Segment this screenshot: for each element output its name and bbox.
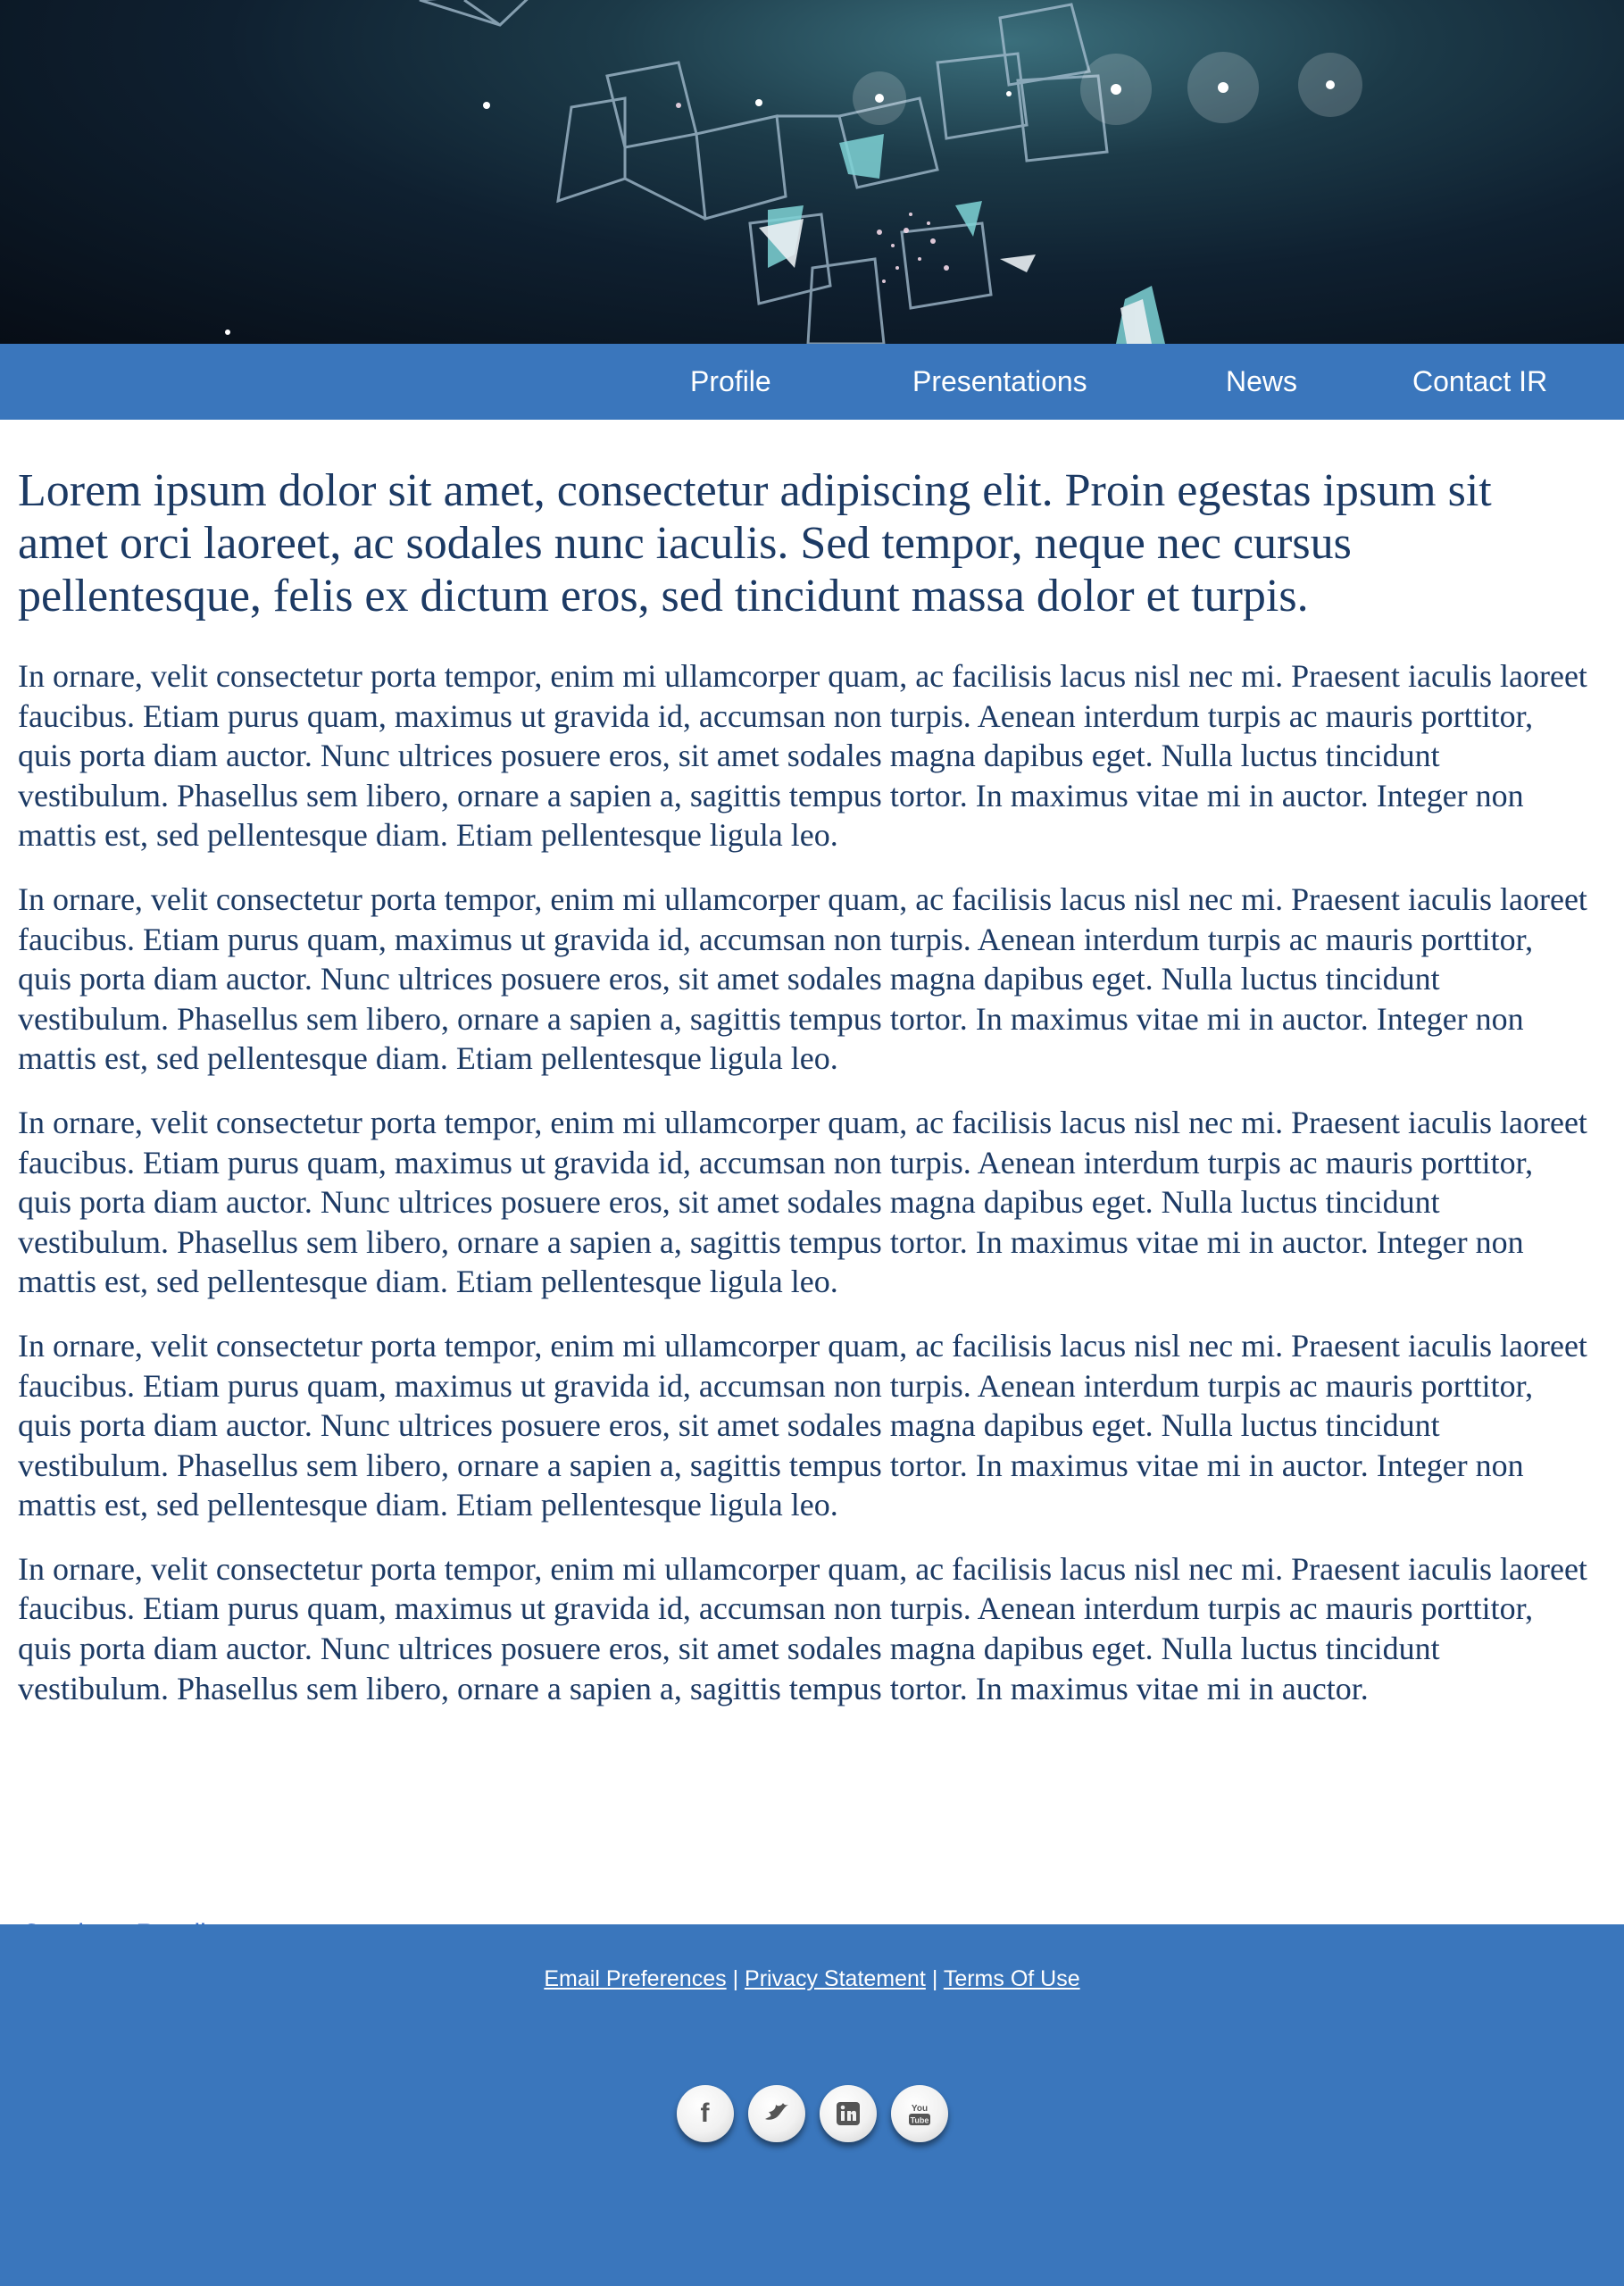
main-content [18,464,1589,1949]
svg-text:You: You [911,2104,928,2114]
twitter-icon[interactable] [748,2085,805,2142]
article-paragraph: In ornare, velit consectetur porta tempor, enim mi ullamcorper quam, ac facilisis lacus nisl nec mi. Praesent iaculis laoreet faucibus. Etiam purus quam, maximus ut gravida id, accumsan non turpis. Aenean interdum turpis ac mauris porttitor, quis porta diam auctor. Nunc ultrices posuere eros, sit amet sodales magna dapibus eget. Nulla luctus tincidunt vestibulum. Phasellus sem libero, ornare a sapien a, sagittis tempus tortor. In maximus vitae mi in auctor. Integer non mattis est, sed pellentesque diam. Etiam pellentesque ligula leo. [18,1104,1587,1300]
linkedin-icon[interactable] [820,2085,877,2142]
nav-item-news[interactable]: News [1226,365,1298,397]
privacy-statement-link[interactable]: Privacy Statement [745,1966,926,1991]
hero-banner-image [0,0,1624,344]
hero-artwork [0,0,1624,344]
terms-of-use-link[interactable]: Terms Of Use [943,1966,1080,1991]
footer-links [0,1966,1624,1992]
social-links [0,2085,1624,2142]
youtube-icon[interactable] [891,2085,948,2142]
footer-separator: | [931,1966,938,1991]
facebook-icon[interactable]: f [677,2085,734,2142]
article-paragraph: In ornare, velit consectetur porta tempor, enim mi ullamcorper quam, ac facilisis lacus nisl nec mi. Praesent iaculis laoreet faucibus. Etiam purus quam, maximus ut gravida id, accumsan non turpis. Aenean interdum turpis ac mauris porttitor, quis porta diam auctor. Nunc ultrices posuere eros, sit amet sodales magna dapibus eget. Nulla luctus tincidunt vestibulum. Phasellus sem libero, ornare a sapien a, sagittis tempus tortor. In maximus vitae mi in auctor. Integer non mattis est, sed pellentesque diam. Etiam pellentesque ligula leo. [18,1327,1587,1523]
article-body [18,656,1589,1896]
article-paragraph: In ornare, velit consectetur porta tempor, enim mi ullamcorper quam, ac facilisis lacus nisl nec mi. Praesent iaculis laoreet faucibus. Etiam purus quam, maximus ut gravida id, accumsan non turpis. Aenean interdum turpis ac mauris porttitor, quis porta diam auctor. Nunc ultrices posuere eros, sit amet sodales magna dapibus eget. Nulla luctus tincidunt vestibulum. Phasellus sem libero, ornare a sapien a, sagittis tempus tortor. In maximus vitae mi in auctor. Integer non mattis est, sed pellentesque diam. Etiam pellentesque ligula leo. [18,880,1587,1077]
main-navigation [0,344,1624,420]
article-paragraph: In ornare, velit consectetur porta tempor, enim mi ullamcorper quam, ac facilisis lacus nisl nec mi. Praesent iaculis laoreet faucibus. Etiam purus quam, maximus ut gravida id, accumsan non turpis. Aenean interdum turpis ac mauris porttitor, quis porta diam auctor. Nunc ultrices posuere eros, sit amet sodales magna dapibus eget. Nulla luctus tincidunt vestibulum. Phasellus sem libero, ornare a sapien a, sagittis tempus tortor. In maximus vitae mi in auctor. [18,1550,1587,1706]
nav-item-presentations[interactable]: Presentations [912,365,1087,397]
footer-separator: | [732,1966,739,1991]
lead-heading: Lorem ipsum dolor sit amet, consectetur adipiscing elit. Proin egestas ipsum sit amet orci laoreet, ac sodales nunc iaculis. Sed tempor, neque nec cursus pellentesque, felis ex dictum eros, sed tincidunt massa dolor et turpis. [18,465,1492,622]
nav-item-contact-ir[interactable]: Contact IR [1412,365,1548,397]
article-paragraph: In ornare, velit consectetur porta tempor, enim mi ullamcorper quam, ac facilisis lacus nisl nec mi. Praesent iaculis laoreet faucibus. Etiam purus quam, maximus ut gravida id, accumsan non turpis. Aenean interdum turpis ac mauris porttitor, quis porta diam auctor. Nunc ultrices posuere eros, sit amet sodales magna dapibus eget. Nulla luctus tincidunt vestibulum. Phasellus sem libero, ornare a sapien a, sagittis tempus tortor. In maximus vitae mi in auctor. Integer non mattis est, sed pellentesque diam. Etiam pellentesque ligula leo. [18,658,1587,854]
svg-text:Tube: Tube [910,2115,929,2125]
nav-item-profile[interactable]: Profile [690,365,771,397]
email-preferences-link[interactable]: Email Preferences [544,1966,727,1991]
